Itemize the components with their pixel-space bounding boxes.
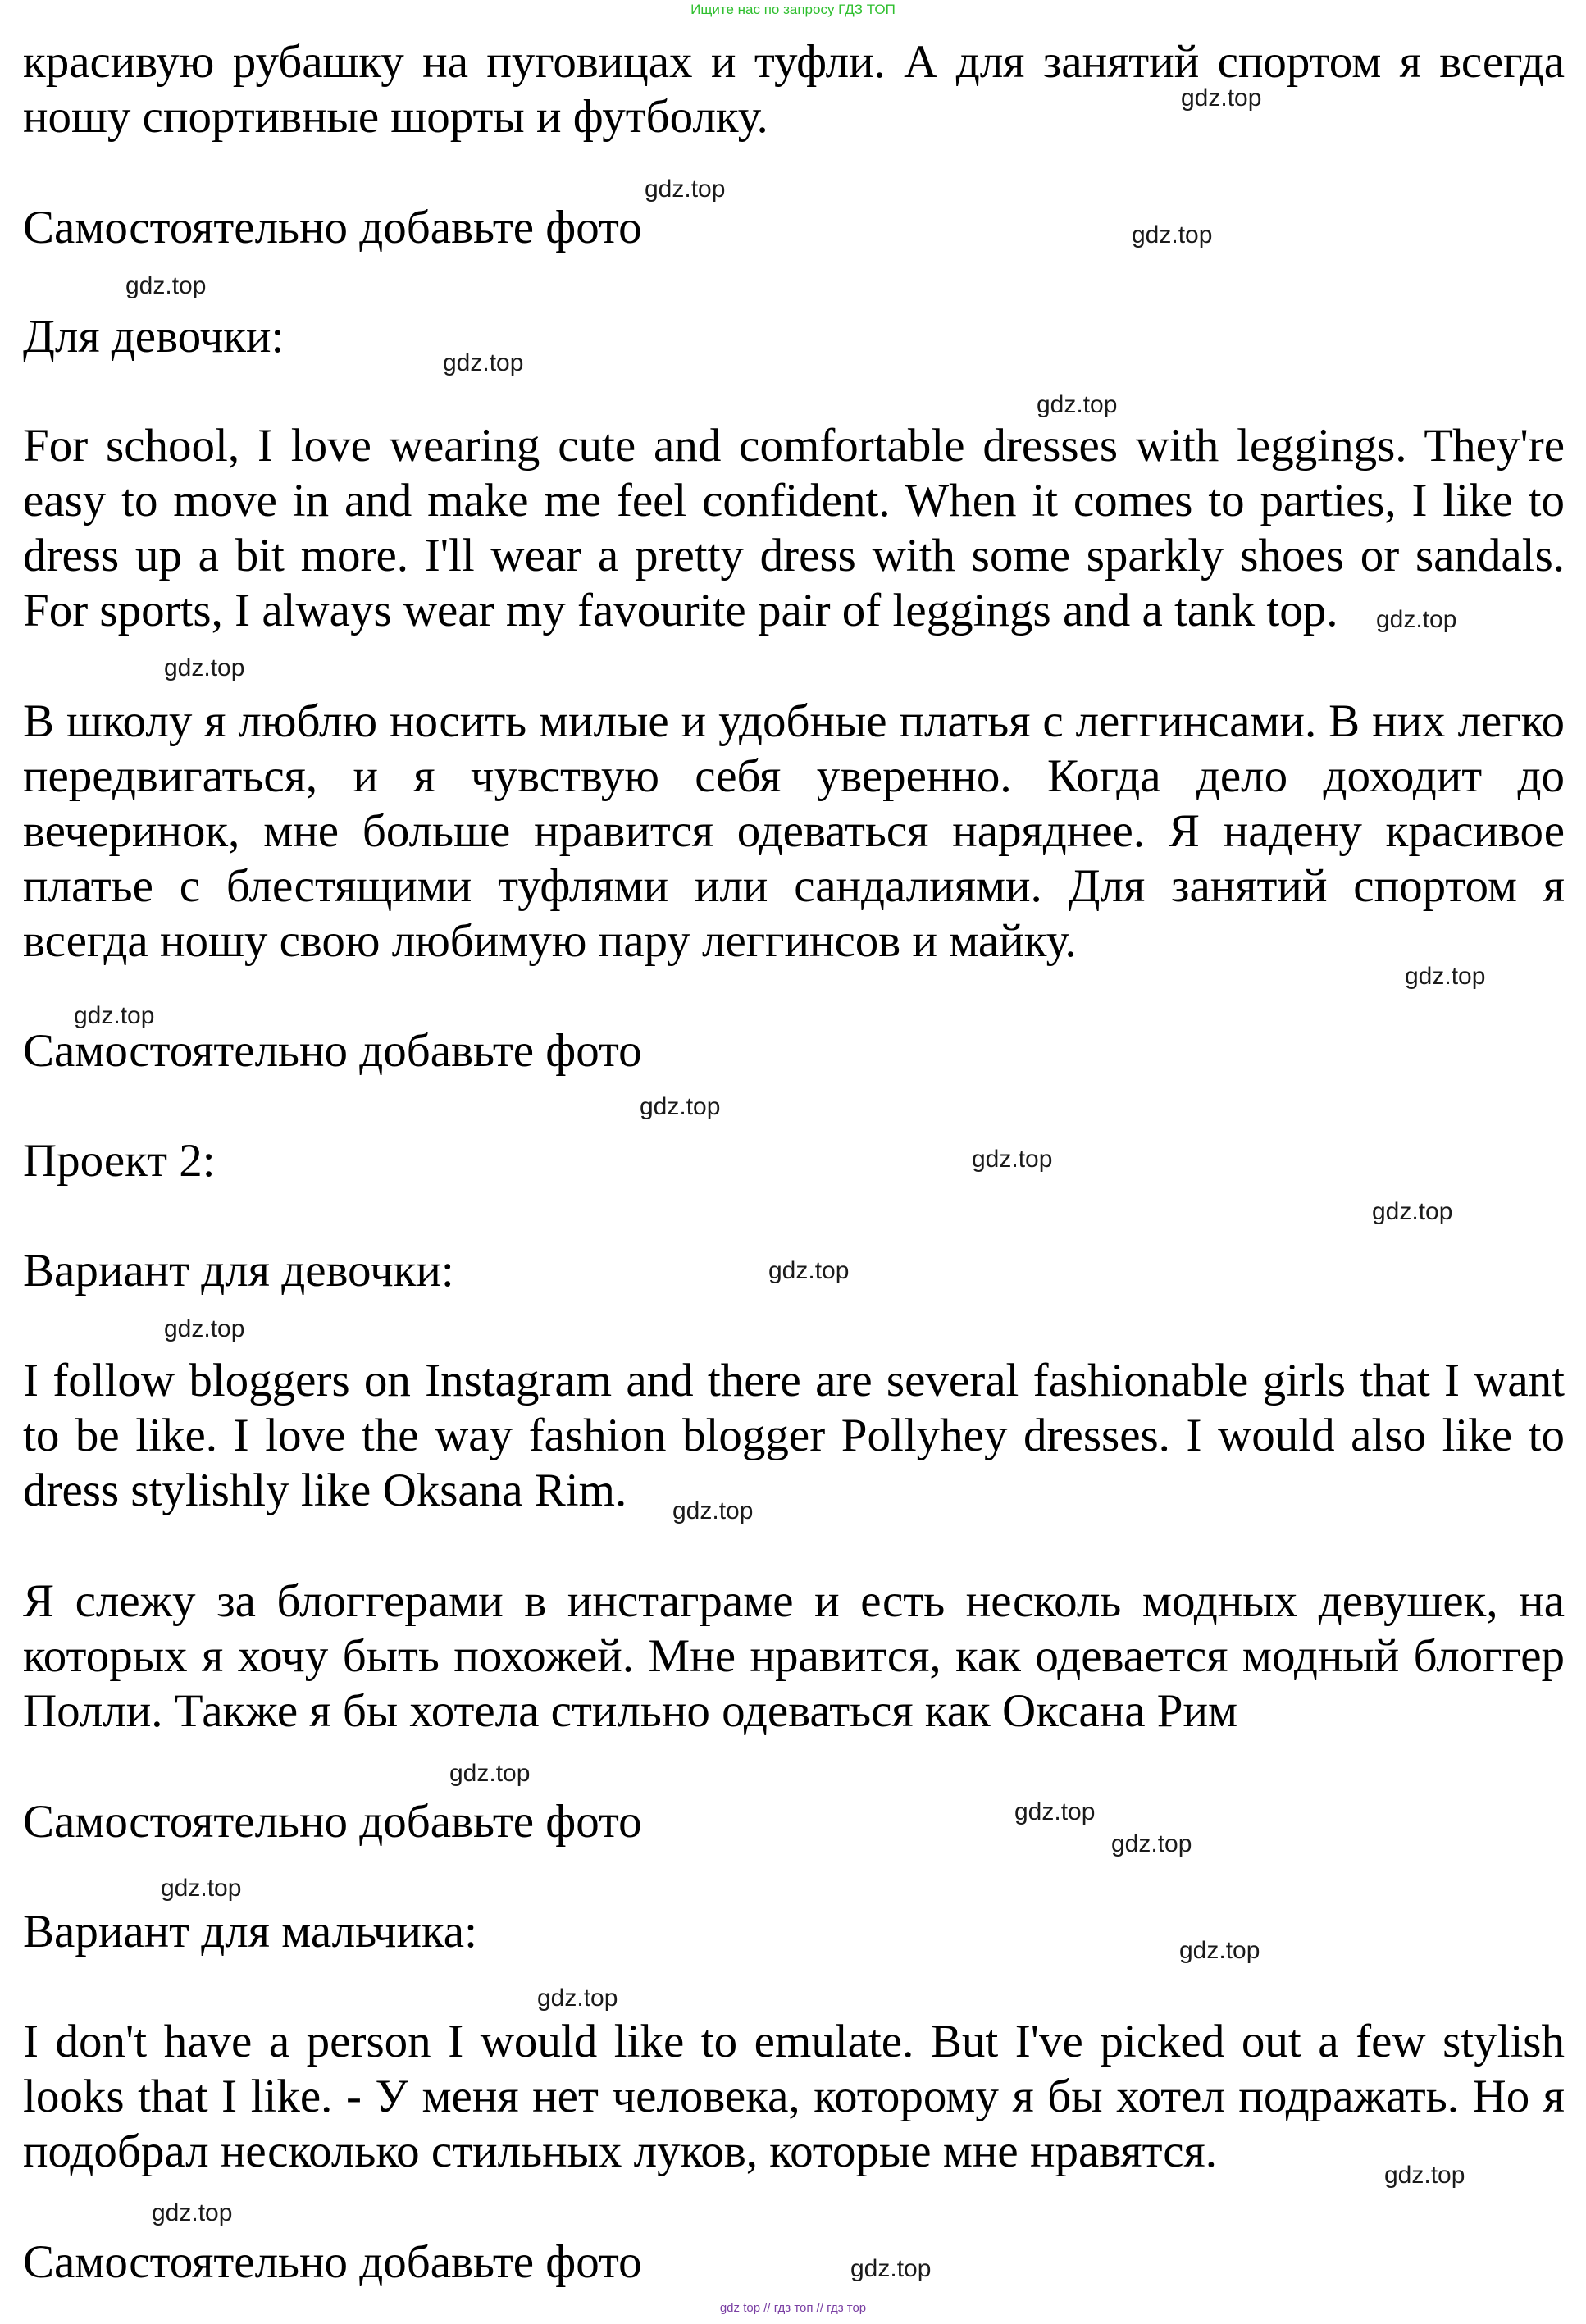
footer-note: gdz top // гдз топ // гдз тор	[719, 2301, 867, 2315]
paragraph-girl-en: For school, I love wearing cute and comfortable dresses with leggings. They're easy to move in and make me feel confident. When it comes to parties, I like to dress up a bit more. I'll wear a pretty dress with some sparkly shoes or sandals. For sports, I always wear my favourite pair of leggings and a tank top.	[23, 420, 1565, 636]
watermark: gdz.top	[1014, 1798, 1096, 1825]
paragraph-variant-girl-ru: Я слежу за блоггерами в инстаграме и есть несколь модных девушек, на которых я хочу быть похожей. Мне нравится, как одевается модный блоггер Полли. Также я бы хотела стильно одеваться как Оксана Рим	[23, 1575, 1565, 1737]
paragraph-variant-boy: I don't have a person I would like to emulate. But I've picked out a few stylish looks that I like. - У меня нет человека, которому я бы хотел подражать. Но я подобрал несколько стильных луков, которые мне нравятся.	[23, 2016, 1565, 2177]
watermark: gdz.top	[768, 1257, 850, 1284]
watermark: gdz.top	[972, 1146, 1053, 1173]
project-2-heading: Проект 2:	[23, 1135, 216, 1187]
variant-girl-heading: Вариант для девочки:	[23, 1245, 454, 1296]
watermark: gdz.top	[1132, 221, 1213, 248]
paragraph-variant-girl-en: I follow bloggers on Instagram and there are several fashionable girls that I want to be like. I love the way fashion blogger Pollyhey dresses. I would also like to dress stylishly like Oksana Rim.	[23, 1355, 1565, 1516]
paragraph-girl-ru: В школу я люблю носить милые и удобные платья с леггинсами. В них легко передвигаться, и я чувствую себя уверенно. Когда дело доходит до вечеринок, мне больше нравится одеваться наряднее. Я надену красивое платье с блестящими туфлями или сандалиями. Для занятий спортом я всегда ношу свою любимую пару леггинсов и майку.	[23, 695, 1565, 967]
watermark: gdz.top	[1405, 963, 1486, 990]
watermark: gdz.top	[152, 2199, 233, 2226]
watermark: gdz.top	[1179, 1937, 1260, 1964]
watermark: gdz.top	[672, 1497, 754, 1524]
watermark: gdz.top	[164, 654, 245, 681]
add-photo-note-3: Самостоятельно добавьте фото	[23, 1796, 642, 1848]
watermark: gdz.top	[164, 1315, 245, 1342]
watermark: gdz.top	[125, 272, 207, 299]
header-search-note: Ищите нас по запросу ГДЗ ТОП	[690, 2, 896, 17]
watermark: gdz.top	[1181, 84, 1262, 112]
watermark: gdz.top	[1372, 1198, 1453, 1225]
watermark: gdz.top	[1037, 391, 1118, 418]
variant-boy-heading: Вариант для мальчика:	[23, 1906, 477, 1957]
watermark: gdz.top	[161, 1875, 242, 1902]
watermark: gdz.top	[443, 349, 524, 376]
add-photo-note-1: Самостоятельно добавьте фото	[23, 202, 642, 253]
watermark: gdz.top	[850, 2255, 932, 2282]
watermark: gdz.top	[1384, 2162, 1465, 2189]
watermark: gdz.top	[74, 1002, 155, 1029]
add-photo-note-2: Самостоятельно добавьте фото	[23, 1025, 642, 1077]
watermark: gdz.top	[537, 1985, 618, 2012]
watermark: gdz.top	[1111, 1830, 1192, 1857]
paragraph-boy-ru-end: красивую рубашку на пуговицах и туфли. А для занятий спортом я всегда ношу спортивные шорты и футболку.	[23, 36, 1565, 143]
watermark: gdz.top	[1376, 606, 1457, 633]
add-photo-note-4: Самостоятельно добавьте фото	[23, 2236, 642, 2288]
watermark: gdz.top	[645, 175, 726, 203]
watermark: gdz.top	[640, 1093, 721, 1120]
girl-heading: Для девочки:	[23, 311, 285, 362]
watermark: gdz.top	[449, 1760, 531, 1787]
